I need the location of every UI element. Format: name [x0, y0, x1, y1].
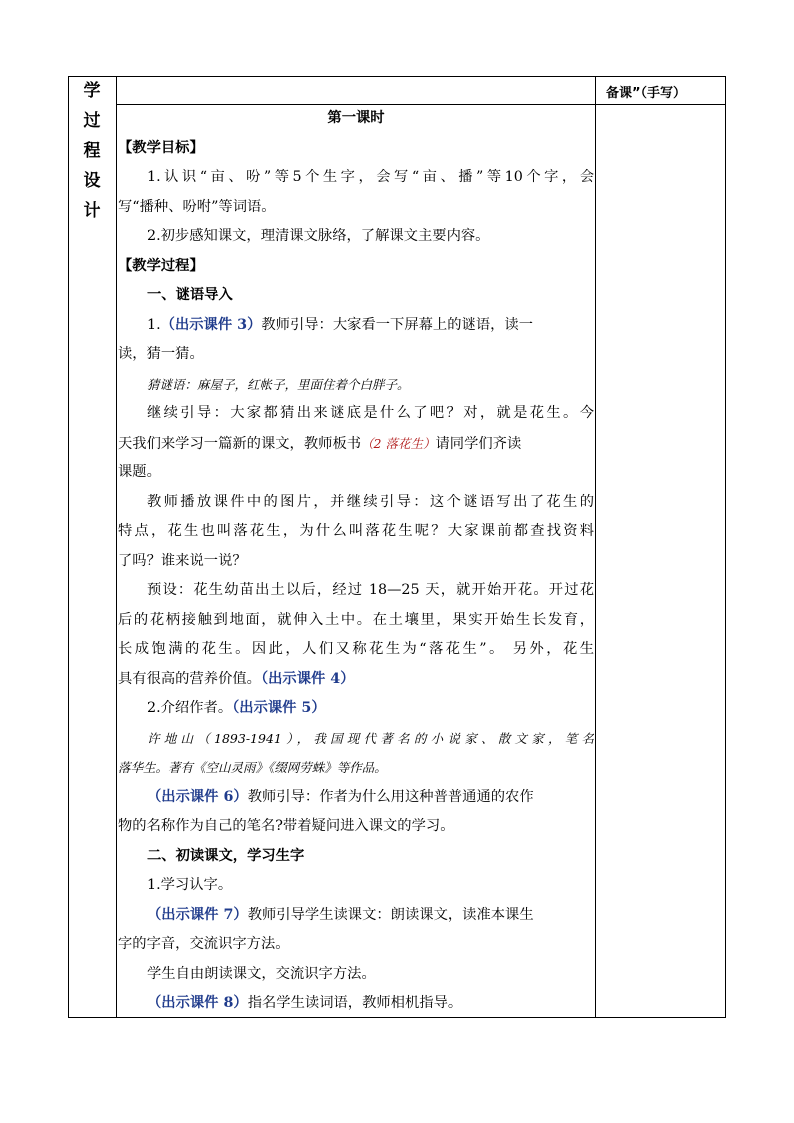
courseware-tag: （出示课件 7）: [147, 906, 248, 923]
table-divider-label: [116, 76, 117, 1018]
courseware-8-line: [118, 989, 594, 1019]
step-1-line-1: [118, 311, 594, 341]
goal-1-line-2: 写“播种、吩咐”等词语。: [118, 198, 276, 215]
table-border-right: [725, 76, 726, 1018]
continue-text-a: 天我们来学习一篇新的课文，教师板书: [118, 435, 362, 452]
courseware-7-line-2: 字的字音，交流识字方法。: [118, 936, 290, 952]
free-reading: 学生自由朗读课文，交流识字方法。: [147, 965, 376, 982]
side-label-char: 过: [83, 111, 101, 131]
continue-line-3: 课题。: [118, 464, 161, 480]
courseware-6-line-1: [118, 783, 594, 813]
step-1-number: 1.: [147, 316, 161, 333]
section-1-heading: 一、谜语导入: [147, 287, 233, 303]
courseware-tag: （出示课件 8）: [147, 995, 248, 1011]
continue-line-2: [118, 429, 594, 459]
side-label-char: 设: [83, 171, 101, 191]
process-heading: 【教学过程】: [118, 257, 204, 274]
lesson-title: 第一课时: [327, 110, 385, 126]
riddle-text: 猜谜语：麻屋子，红帐子，里面住着个白胖子。: [147, 376, 410, 392]
courseware-8-text: 指名学生读词语，教师相机指导。: [247, 995, 463, 1011]
goal-2: 2.初步感知课文，理清课文脉络，了解课文主要内容。: [147, 228, 490, 244]
courseware-tag: （出示课件 5）: [232, 700, 326, 716]
step-1-line-2: 读，猜一猜。: [118, 346, 204, 362]
preset-line-3: 长成饱满的花生。因此，人们又称花生为“落花生”。 另外，花生: [118, 641, 594, 657]
preset-text: 具有很高的营养价值。: [118, 670, 261, 687]
courseware-7-line-1: [118, 901, 594, 931]
table-divider-notes: [595, 76, 596, 1018]
section-2-heading: 二、初读课文，学习生字: [147, 847, 305, 864]
play-line-3: 了吗？谁来说一说？: [118, 552, 247, 569]
side-label-char: 学: [83, 81, 101, 101]
notes-header: 备课”（手写）: [606, 86, 687, 101]
preset-line-4: [118, 665, 594, 695]
author-line-1: 许地山（1893-1941），我国现代著名的小说家、散文家，笔名: [147, 730, 594, 746]
step-2-text: 2.介绍作者。: [147, 700, 233, 716]
continue-line-1: 继续引导：大家都猜出来谜底是什么了吧？对，就是花生。今: [147, 405, 594, 421]
step-1-text: 教师引导：大家看一下屏幕上的谜语，读一: [261, 316, 534, 333]
courseware-tag: （出示课件 6）: [147, 788, 248, 805]
preset-line-2: 后的花柄接触到地面，就伸入土中。在土壤里，果实开始生长发育，: [118, 611, 594, 628]
board-title: （2 落花生）: [361, 435, 436, 451]
side-label: [68, 76, 116, 226]
lesson-content: [118, 104, 594, 1019]
courseware-7-text: 教师引导学生读课文：朗读课文，读准本课生: [247, 906, 534, 923]
goals-heading: 【教学目标】: [118, 139, 204, 156]
step-2: [118, 694, 594, 724]
learn-characters: 1.学习认字。: [147, 877, 233, 893]
play-line-2: 特点，花生也叫落花生，为什么叫落花生呢？大家课前都查找资料: [118, 523, 594, 539]
courseware-6-text: 教师引导：作者为什么用这种普普通通的农作: [247, 788, 534, 805]
preset-line-1: 预设：花生幼苗出土以后，经过 18—25 天，就开始开花。开过花: [147, 582, 594, 598]
side-label-char: 程: [83, 141, 101, 161]
side-label-char: 计: [83, 201, 101, 221]
goal-1-line-1: 1.认识“亩、吩”等5个生字，会写“亩、播”等10个字，会: [147, 169, 594, 185]
table-border-top: [68, 76, 726, 77]
courseware-6-line-2: 物的名称作为自己的笔名?带着疑问进入课文的学习。: [118, 818, 455, 834]
play-line-1: 教师播放课件中的图片，并继续引导：这个谜语写出了花生的: [147, 493, 594, 510]
author-line-2: 落华生。著有《空山灵雨》《缀网劳蛛》等作品。: [118, 760, 387, 775]
courseware-tag: （出示课件 3）: [160, 316, 262, 333]
courseware-tag: （出示课件 4）: [260, 670, 355, 687]
continue-text-b: 请同学们齐读: [435, 435, 522, 452]
